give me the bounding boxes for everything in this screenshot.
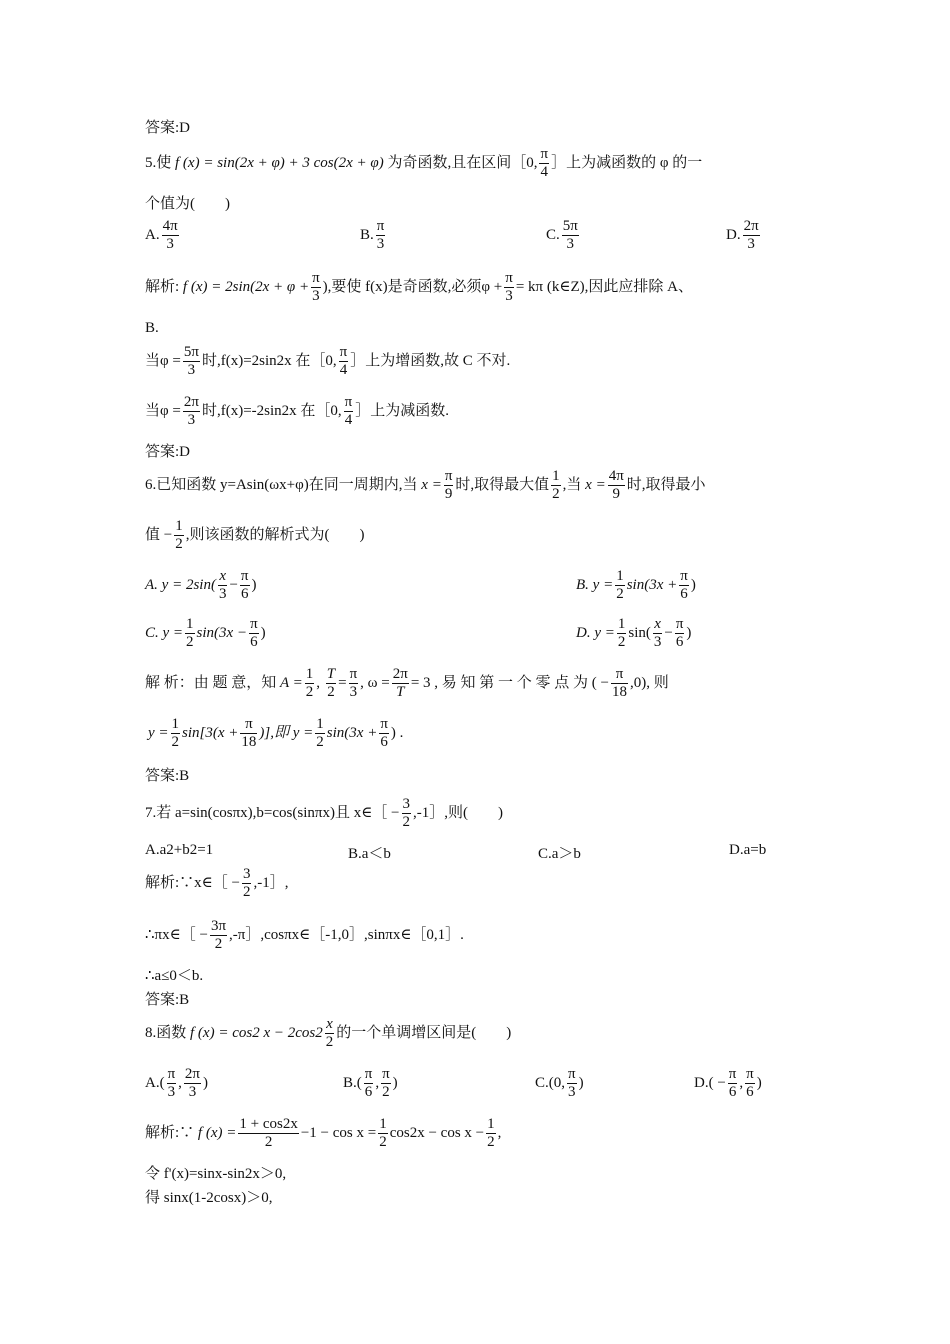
q6-stem: 6.已知函数 y=Asin(ωx+φ)在同一周期内,当 x = $\frac{\pi}{9}$ 时,取得最大值 $\frac{1}{2}$ ,当 x = $\frac{4\pi}{9}$ 时,取得最小: [145, 468, 706, 502]
q5-option-b: B. $\frac{\pi}{3}$: [360, 218, 385, 252]
q5-stem-end: ］上为减函数的 φ 的一: [551, 154, 703, 171]
q7-solution-1: 解析:∵x∈［ − $\frac{3}{2}$ ,-1］,: [145, 866, 289, 900]
q7-solution-3: ∴a≤0＜b.: [145, 968, 204, 984]
q8-solution: 解析:∵ f (x) = $\frac{1 + \cos 2x}{2}$ −1 − cos x = $\frac{1}{2}$ cos2x − cos x − $\frac{1}{2}$ ,: [145, 1116, 502, 1150]
q7-option-b: B.a＜b: [348, 846, 391, 862]
q5-option-a: A. $\frac{4\pi}{3}$: [145, 218, 178, 252]
q8-option-c: C.(0, $\frac{\pi}{3}$ ): [535, 1066, 584, 1100]
q5-case-2: 当φ = $\frac{2\pi}{3}$ 时,f(x)=-2sin2x 在［0, $\frac{\pi}{4}$ ］上为减函数.: [145, 394, 449, 428]
q7-answer: 答案:B: [145, 992, 190, 1008]
q7-option-c: C.a＞b: [538, 846, 581, 862]
q8-solution-3: 得 sinx(1-2cosx)＞0,: [145, 1190, 273, 1206]
q6-solution: 解 析：由 题 意，知 A = $\frac{1}{2}$ , $\frac{T}{2}$ = $\frac{\pi}{3}$ , ω = $\frac{2\pi}{T}$ = 3 , 易 知 第 一 个 零 点 为 ( − $\frac{\pi}{18}$ ,0), 则: [145, 666, 669, 700]
q6-stem-cont: 值 − $\frac{1}{2}$ ,则该函数的解析式为( ): [145, 518, 365, 552]
q5-option-c: C. $\frac{5\pi}{3}$: [546, 218, 578, 252]
q5-answer: 答案:D: [145, 444, 191, 460]
q7-stem: 7.若 a=sin(cosπx),b=cos(sinπx)且 x∈［ − $\frac{3}{2}$ ,-1］,则( ): [145, 796, 504, 830]
q7-option-a: A.a2+b2=1: [145, 842, 214, 858]
q5-stem-start: 5.使: [145, 154, 172, 171]
q8-stem: 8.函数 f (x) = cos2 x − 2cos2 $\frac{x}{2}$ 的一个单调增区间是( ): [145, 1016, 512, 1050]
q8-option-d: D.( − $\frac{\pi}{6}$ , $\frac{\pi}{6}$ ): [694, 1066, 762, 1100]
q5-stem-cont: 个值为( ): [145, 196, 230, 212]
q7-option-d: D.a=b: [729, 842, 767, 858]
q8-option-b: B.( $\frac{\pi}{6}$ , $\frac{\pi}{2}$ ): [343, 1066, 398, 1100]
q6-option-c: C. y = $\frac{1}{2}$ sin(3x − $\frac{\pi}{6}$ ): [145, 616, 266, 650]
q6-option-a: A. y = 2sin( $\frac{x}{3}$ − $\frac{\pi}{6}$ ): [145, 568, 257, 602]
q5-option-d: D. $\frac{2\pi}{3}$: [726, 218, 759, 252]
q7-solution-2: ∴πx∈［ − $\frac{3\pi}{2}$ ,-π］,cosπx∈［-1,0］,sinπx∈［0,1］.: [145, 918, 464, 952]
q5-solution: 解析: f (x) = 2sin(2x + φ + $\frac{\pi}{3}$ ),要使 f(x)是奇函数,必须φ + $\frac{\pi}{3}$ = kπ (k∈Z),因此应排除 A、: [145, 270, 693, 304]
q6-answer: 答案:B: [145, 768, 190, 784]
q6-solution-cont: y = $\frac{1}{2}$ sin[3(x + $\frac{\pi}{18}$ )],即 y = $\frac{1}{2}$ sin(3x + $\frac{\pi}{6}$ ) .: [148, 716, 404, 750]
q5-stem: [145, 146, 702, 181]
q5-solution-cont: B.: [145, 320, 159, 336]
q5-stem-mid: 为奇函数,且在区间［0,: [387, 154, 538, 171]
q8-solution-2: 令 f'(x)=sinx-sin2x＞0,: [145, 1166, 287, 1182]
q6-option-d: D. y = $\frac{1}{2}$ sin( $\frac{x}{3}$ − $\frac{\pi}{6}$ ): [576, 616, 692, 650]
q5-frac: $\frac{\pi}{4}$: [540, 146, 549, 180]
q6-option-b: B. y = $\frac{1}{2}$ sin(3x + $\frac{\pi}{6}$ ): [576, 568, 696, 602]
q5-case-1: 当φ = $\frac{5\pi}{3}$ 时,f(x)=2sin2x 在［0, $\frac{\pi}{4}$ ］上为增函数,故 C 不对.: [145, 344, 511, 378]
q8-option-a: A.( $\frac{\pi}{3}$ , $\frac{2\pi}{3}$ ): [145, 1066, 208, 1100]
q5-function: f (x) = sin(2x + φ) + 3 cos(2x + φ): [175, 154, 384, 171]
answer-prev: 答案:D: [145, 120, 191, 136]
